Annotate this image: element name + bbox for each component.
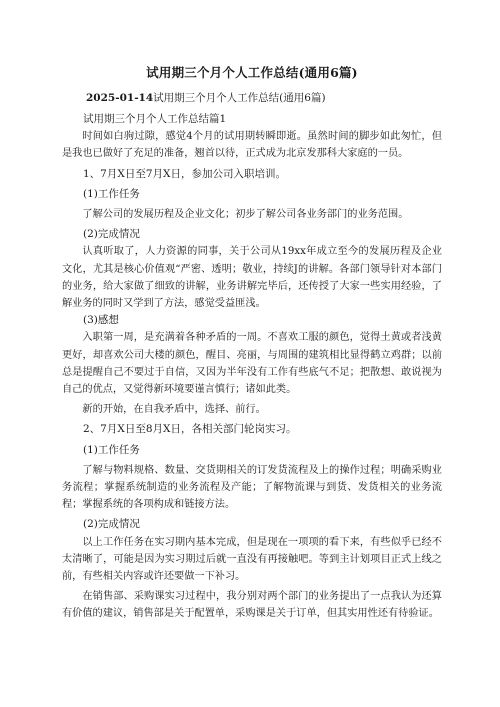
- section-heading: 试用期三个月个人工作总结篇1: [83, 113, 227, 125]
- paragraph-status-2: 以上工作任务在实习期内基本完成，但是现在一项项的看下来，有些似乎已经不太清晰了，可能是因为实习期过后就一直没有再接触吧。等到主计划项目正式上线之前，有些相关内容或许还要做一下补习。: [62, 536, 442, 583]
- subheading-status-1: (2)完成情况: [83, 228, 140, 241]
- paragraph-intro: 时间如白驹过隙，感觉4个月的试用期转瞬即逝。虽然时间的脚步如此匆忙，但是我也已做好了充足的准备，翘首以待，正式成为北京发那科大家庭的一员。: [62, 131, 442, 160]
- item-heading-2: 2、7月X日至8月X日，各相关部门轮岗实习。: [83, 423, 297, 436]
- paragraph-internship: 在销售部、采购课实习过程中，我分别对两个部门的业务提出了一点我认为还算有价值的建议，销售部是关于配置单，采购课是关于订单，但其实用性还有待验证。: [62, 591, 442, 620]
- document-title: 试用期三个月个人工作总结(通用6篇): [146, 65, 358, 80]
- paragraph-task-1: 了解公司的发展历程及企业文化；初步了解公司各业务部门的业务范围。: [82, 209, 409, 221]
- subheading-thoughts: (3)感想: [83, 314, 119, 327]
- publish-date: 2025-01-14: [86, 92, 154, 104]
- item-heading-1: 1、7月X日至7月X日，参加公司入职培训。: [83, 167, 286, 180]
- document-subtitle: 试用期三个月个人工作总结(通用6篇): [153, 92, 326, 104]
- paragraph-status-1: 认真听取了，人力资源的同事，关于公司从19xx年成立至今的发展历程及企业文化，尤其是核心价值观“严密、透明；敬业，持续J的讲解。各部门领导针对本部门的业务，给大家做了细致的讲解，业务讲解完毕后，还传授了大家一些实用经验，了解业务的同时又学到了方法，感觉受益匪浅。: [62, 246, 442, 310]
- paragraph-thoughts: 入职第一周，是充满着各种矛盾的一周。不喜欢工服的颜色，觉得土黄或者浅黄更好，却喜欢公司大楼的颜色，醒目、亮丽，与周围的建筑相比显得鹤立鸡群；以前总是提醒自己不要过于自信，又因为半年没有工作有些底气不足；把散想、敢说视为自己的优点，又觉得新环境要谨言慎行；诸如此类。: [62, 332, 442, 396]
- subheading-task-2: (1)工作任务: [83, 443, 140, 456]
- paragraph-task-2: 了解与物料规格、数量、交货期相关的订发货流程及上的操作过程；明确采购业务流程；掌握系统制造的业务流程及产能；了解物流课与到货、发货相关的业务流程；掌握系统的各项构成和链接方法。: [62, 464, 442, 511]
- subheading-task-1: (1)工作任务: [83, 187, 140, 200]
- paragraph-new-start: 新的开始，在自我矛盾中，选择、前行。: [82, 404, 266, 416]
- document-meta: [86, 90, 442, 107]
- subheading-status-2: (2)完成情况: [83, 518, 140, 531]
